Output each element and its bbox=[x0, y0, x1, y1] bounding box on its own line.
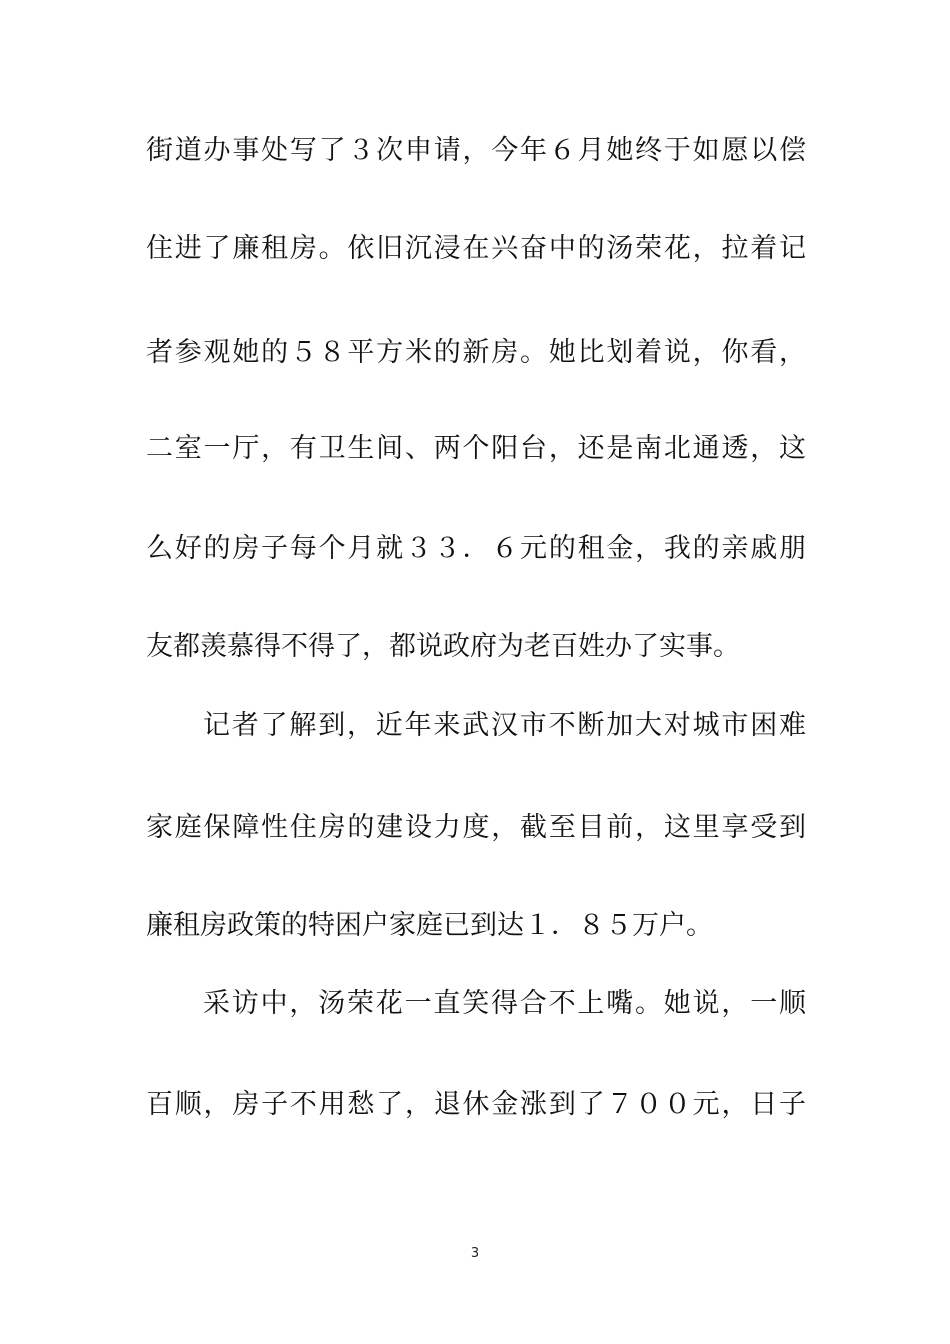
paragraph-first-line: 记者了解到，近年来武汉市不断加大对城市困难 bbox=[203, 710, 806, 741]
text-line: 友都羡慕得不得了，都说政府为老百姓办了实事。 bbox=[146, 631, 740, 662]
text-line: 家庭保障性住房的建设力度，截至目前，这里享受到 bbox=[146, 812, 806, 843]
text-line: 么好的房子每个月就３３．６元的租金，我的亲戚朋 bbox=[146, 533, 806, 564]
text-line: 住进了廉租房。依旧沉浸在兴奋中的汤荣花，拉着记 bbox=[146, 233, 806, 264]
text-line: 者参观她的５８平方米的新房。她比划着说，你看， bbox=[146, 337, 806, 368]
text-line: 街道办事处写了３次申请，今年６月她终于如愿以偿 bbox=[146, 135, 806, 166]
text-line: 百顺，房子不用愁了，退休金涨到了７００元，日子 bbox=[146, 1089, 806, 1120]
text-line: 二室一厅，有卫生间、两个阳台，还是南北通透，这 bbox=[146, 433, 806, 464]
text-line: 廉租房政策的特困户家庭已到达１．８５万户。 bbox=[146, 910, 713, 941]
page-number: 3 bbox=[470, 1246, 480, 1261]
paragraph-first-line: 采访中，汤荣花一直笑得合不上嘴。她说，一顺 bbox=[203, 988, 806, 1019]
